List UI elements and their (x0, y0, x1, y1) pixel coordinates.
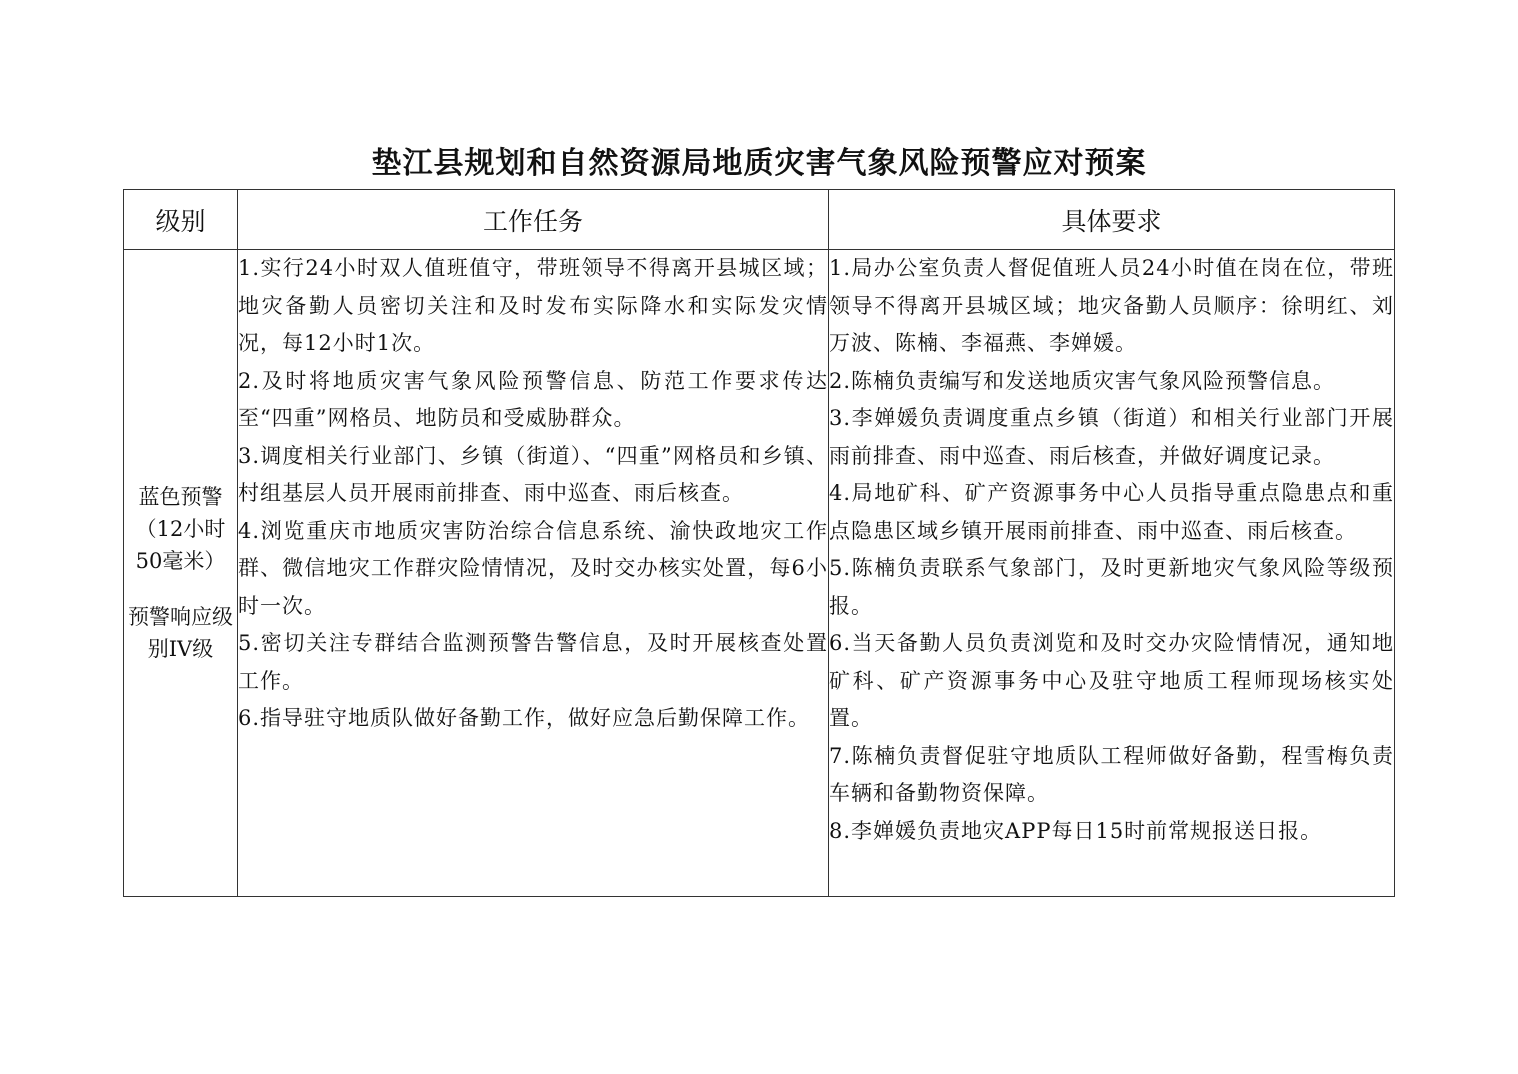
requirement-item: 8.李婵媛负责地灾APP每日15时前常规报送日报。 (829, 818, 1323, 843)
requirement-item: 1.局办公室负责人督促值班人员24小时值在岗在位，带班领导不得离开县城区域；地灾备勤人员顺序：徐明红、刘万波、陈楠、李福燕、李婵媛。 (829, 256, 1394, 355)
table-header-row (124, 190, 1395, 250)
document-title: 垫江县规划和自然资源局地质灾害气象风险预警应对预案 (371, 146, 1147, 181)
requirement-item: 5.陈楠负责联系气象部门，及时更新地灾气象风险等级预报。 (829, 556, 1394, 618)
response-plan-table (123, 189, 1395, 897)
requirement-item: 4.局地矿科、矿产资源事务中心人员指导重点隐患点和重点隐患区域乡镇开展雨前排查、雨中巡查、雨后核查。 (829, 481, 1394, 543)
requirements-cell (829, 250, 1395, 897)
table-row (124, 250, 1395, 897)
task-item: 1.实行24小时双人值班值守，带班领导不得离开县城区域；地灾备勤人员密切关注和及时发布实际降水和实际发灾情况，每12小时1次。 (238, 256, 828, 355)
tasks-cell (238, 250, 829, 897)
requirement-item: 6.当天备勤人员负责浏览和及时交办灾险情情况，通知地矿科、矿产资源事务中心及驻守地质工程师现场核实处置。 (829, 631, 1394, 730)
task-item: 5.密切关注专群结合监测预警告警信息，及时开展核查处置工作。 (238, 631, 828, 693)
warning-condition-line1: （12小时 (135, 517, 226, 541)
task-item: 2.及时将地质灾害气象风险预警信息、防范工作要求传达至“四重”网格员、地防员和受威胁群众。 (238, 368, 828, 430)
response-level: 预警响应级别IV级 (128, 605, 233, 661)
task-item: 3.调度相关行业部门、乡镇（街道）、“四重”网格员和乡镇、村组基层人员开展雨前排查、雨中巡查、雨后核查。 (238, 443, 828, 505)
task-item: 4.浏览重庆市地质灾害防治综合信息系统、渝快政地灾工作群、微信地灾工作群灾险情情况，及时交办核实处置，每6小时一次。 (238, 518, 828, 618)
requirement-item: 3.李婵媛负责调度重点乡镇（街道）和相关行业部门开展雨前排查、雨中巡查、雨后核查，并做好调度记录。 (829, 406, 1394, 468)
warning-level-name: 蓝色预警 (138, 485, 223, 509)
requirement-item: 7.陈楠负责督促驻守地质队工程师做好备勤，程雪梅负责车辆和备勤物资保障。 (829, 743, 1394, 805)
header-requirements: 具体要求 (829, 190, 1395, 250)
warning-condition-line2: 50毫米） (135, 549, 226, 573)
requirement-item: 2.陈楠负责编写和发送地质灾害气象风险预警信息。 (829, 368, 1336, 393)
header-tasks: 工作任务 (238, 190, 829, 250)
task-item: 6.指导驻守地质队做好备勤工作，做好应急后勤保障工作。 (238, 706, 811, 730)
header-level: 级别 (124, 190, 238, 250)
level-cell (124, 250, 238, 897)
